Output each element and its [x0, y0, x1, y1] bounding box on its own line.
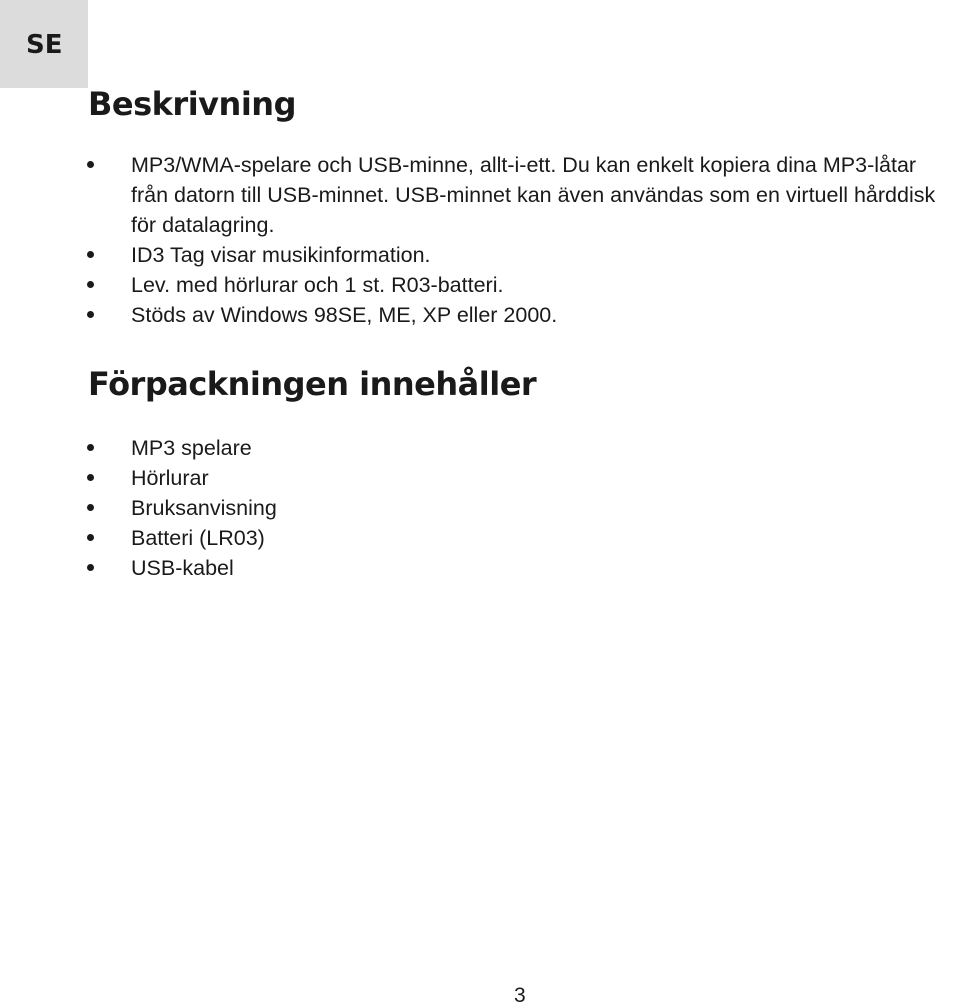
- section-title-package-contents: Förpackningen innehåller: [88, 365, 537, 403]
- list-item-text: USB-kabel: [131, 556, 234, 580]
- list-item-text: Stöds av Windows 98SE, ME, XP eller 2000.: [131, 303, 558, 327]
- bullet-icon: [87, 534, 94, 541]
- list-item-text: Lev. med hörlurar och 1 st. R03-batteri.: [131, 273, 504, 297]
- list-item: [0, 240, 960, 270]
- list-item: [0, 463, 960, 493]
- section-title-description: Beskrivning: [88, 85, 296, 123]
- list-item: [0, 150, 960, 240]
- list-item-text: Hörlurar: [131, 466, 209, 490]
- list-item: [0, 433, 960, 463]
- language-tab: [0, 0, 88, 88]
- page-number: 3: [514, 984, 526, 1007]
- list-item-text: ID3 Tag visar musikinformation.: [131, 243, 431, 267]
- bullet-icon: [87, 311, 94, 318]
- list-item: [0, 523, 960, 553]
- list-item: [0, 493, 960, 523]
- bullet-icon: [87, 444, 94, 451]
- package-contents-list: [0, 433, 960, 583]
- list-item-text: Batteri (LR03): [131, 526, 265, 550]
- bullet-icon: [87, 564, 94, 571]
- list-item-text: Bruksanvisning: [131, 496, 277, 520]
- list-item: [0, 553, 960, 583]
- list-item: [0, 300, 960, 330]
- bullet-icon: [87, 251, 94, 258]
- bullet-icon: [87, 281, 94, 288]
- list-item: [0, 270, 960, 300]
- bullet-icon: [87, 504, 94, 511]
- description-list: [0, 150, 960, 330]
- bullet-icon: [87, 161, 94, 168]
- list-item-text: MP3 spelare: [131, 436, 252, 460]
- language-code: SE: [26, 30, 63, 60]
- list-item-text: MP3/WMA-spelare och USB-minne, allt-i-ett. Du kan enkelt kopiera dina MP3-låtar från datorn till USB-minnet. USB-minnet kan även användas som en virtuell hårddisk för datalagring.: [131, 153, 936, 237]
- bullet-icon: [87, 474, 94, 481]
